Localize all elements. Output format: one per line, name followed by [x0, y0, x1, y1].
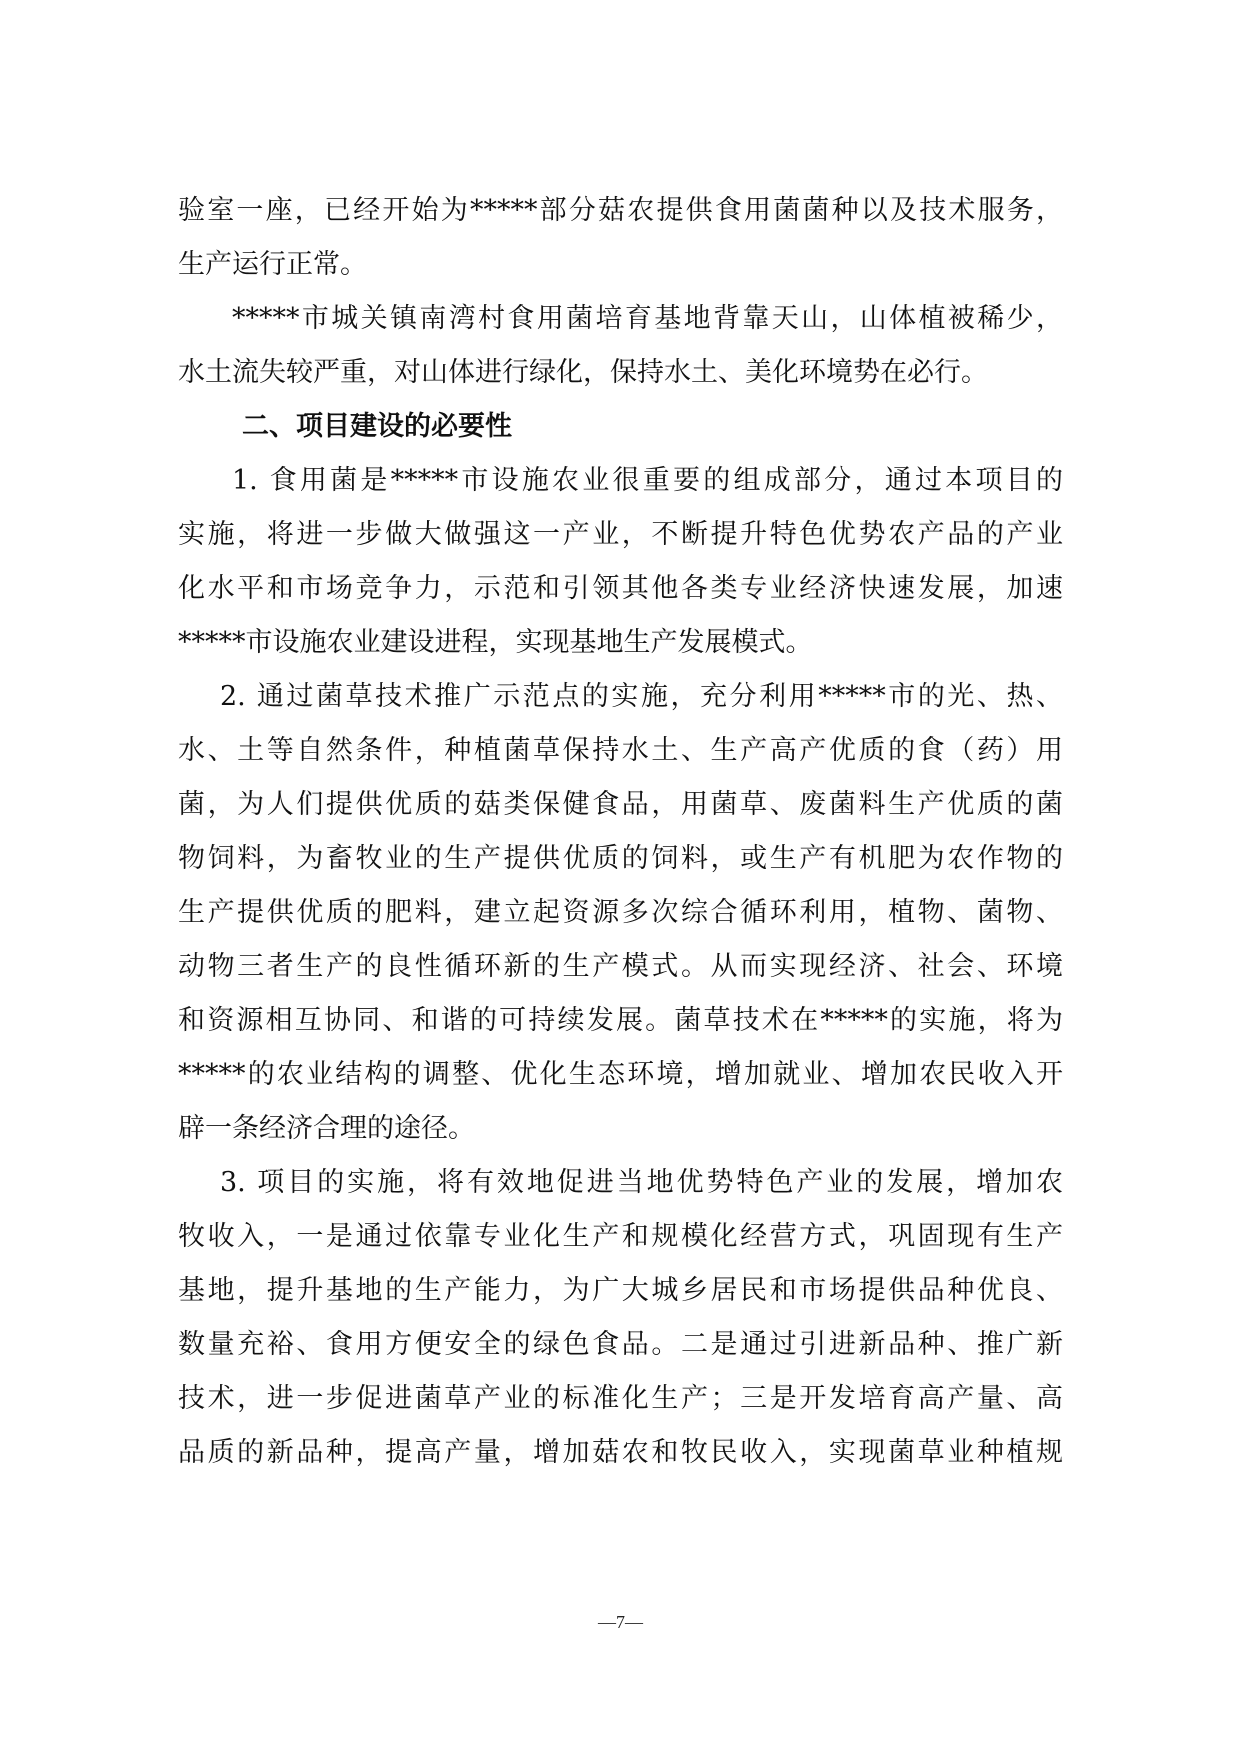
- section-heading: 二、项目建设的必要性: [242, 411, 512, 442]
- text-line: 水土流失较严重，对山体进行绿化，保持水土、美化环境势在必行。: [178, 357, 988, 388]
- text-line: 水、土等自然条件，种植菌草保持水土、生产高产优质的食（药）用: [178, 735, 1063, 766]
- text-line: 生产运行正常。: [178, 249, 367, 280]
- text-line: 实施，将进一步做大做强这一产业，不断提升特色优势农产品的产业: [178, 519, 1063, 550]
- text-line: 2. 通过菌草技术推广示范点的实施，充分利用*****市的光、热、: [220, 681, 1063, 712]
- text-line: 1. 食用菌是*****市设施农业很重要的组成部分，通过本项目的: [232, 465, 1063, 496]
- text-line: 动物三者生产的良性循环新的生产模式。从而实现经济、社会、环境: [178, 951, 1063, 982]
- text-line: 化水平和市场竞争力，示范和引领其他各类专业经济快速发展，加速: [178, 573, 1063, 604]
- text-line: 生产提供优质的肥料，建立起资源多次综合循环利用，植物、菌物、: [178, 897, 1063, 928]
- body-text: [178, 184, 1063, 1480]
- page-number: —7—: [598, 1612, 643, 1632]
- text-line: 验室一座，已经开始为*****部分菇农提供食用菌菌种以及技术服务，: [178, 195, 1063, 226]
- text-line: 基地，提升基地的生产能力，为广大城乡居民和市场提供品种优良、: [178, 1275, 1063, 1306]
- text-line: *****的农业结构的调整、优化生态环境，增加就业、增加农民收入开: [178, 1059, 1063, 1090]
- text-line: 菌，为人们提供优质的菇类保健食品，用菌草、废菌料生产优质的菌: [178, 789, 1063, 820]
- text-line: 品质的新品种，提高产量，增加菇农和牧民收入，实现菌草业种植规: [178, 1437, 1063, 1468]
- text-line: 辟一条经济合理的途径。: [178, 1113, 475, 1144]
- text-line: *****市城关镇南湾村食用菌培育基地背靠天山，山体植被稀少，: [232, 303, 1063, 334]
- text-line: 3. 项目的实施，将有效地促进当地优势特色产业的发展，增加农: [220, 1167, 1063, 1198]
- text-line: 牧收入，一是通过依靠专业化生产和规模化经营方式，巩固现有生产: [178, 1221, 1063, 1252]
- text-line: *****市设施农业建设进程，实现基地生产发展模式。: [178, 627, 813, 658]
- text-line: 数量充裕、食用方便安全的绿色食品。二是通过引进新品种、推广新: [178, 1329, 1063, 1360]
- text-line: 和资源相互协同、和谐的可持续发展。菌草技术在*****的实施，将为: [178, 1005, 1063, 1036]
- text-line: 物饲料，为畜牧业的生产提供优质的饲料，或生产有机肥为农作物的: [178, 843, 1063, 874]
- text-line: 技术，进一步促进菌草产业的标准化生产；三是开发培育高产量、高: [178, 1383, 1063, 1414]
